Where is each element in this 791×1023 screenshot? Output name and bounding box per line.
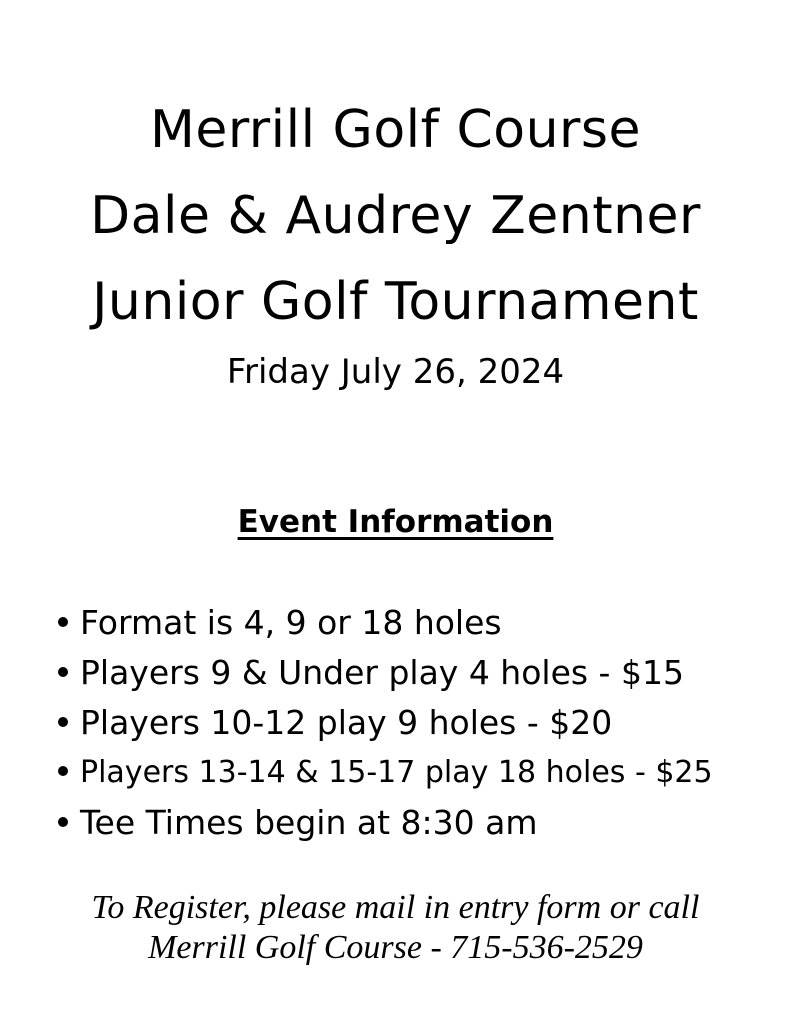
list-item xyxy=(58,748,778,798)
bullet-icon xyxy=(58,766,68,776)
list-item-text: Format is 4, 9 or 18 holes xyxy=(80,603,502,642)
list-item-text: Tee Times begin at 8:30 am xyxy=(80,803,538,842)
section-heading: Event Information xyxy=(237,504,554,540)
bullet-icon xyxy=(58,667,68,677)
list-item xyxy=(58,648,778,698)
bullet-icon xyxy=(58,717,68,727)
registration-instructions: To Register, please mail in entry form or call xyxy=(91,889,700,926)
list-item xyxy=(58,598,778,648)
list-item xyxy=(58,698,778,748)
list-item-text: Players 10-12 play 9 holes - $20 xyxy=(80,703,613,742)
list-item xyxy=(58,798,778,848)
bullet-icon xyxy=(58,817,68,827)
title-tournament-name: Junior Golf Tournament xyxy=(92,272,699,332)
event-info-list xyxy=(58,598,778,848)
bullet-icon xyxy=(58,617,68,627)
list-item-text: Players 13-14 & 15-17 play 18 holes - $25 xyxy=(80,755,713,790)
title-sponsor-names: Dale & Audrey Zentner xyxy=(90,186,701,246)
title-course-name: Merrill Golf Course xyxy=(149,100,641,160)
list-item-text: Players 9 & Under play 4 holes - $15 xyxy=(80,653,684,692)
event-date: Friday July 26, 2024 xyxy=(226,352,565,392)
registration-contact: Merrill Golf Course - 715-536-2529 xyxy=(148,929,643,966)
